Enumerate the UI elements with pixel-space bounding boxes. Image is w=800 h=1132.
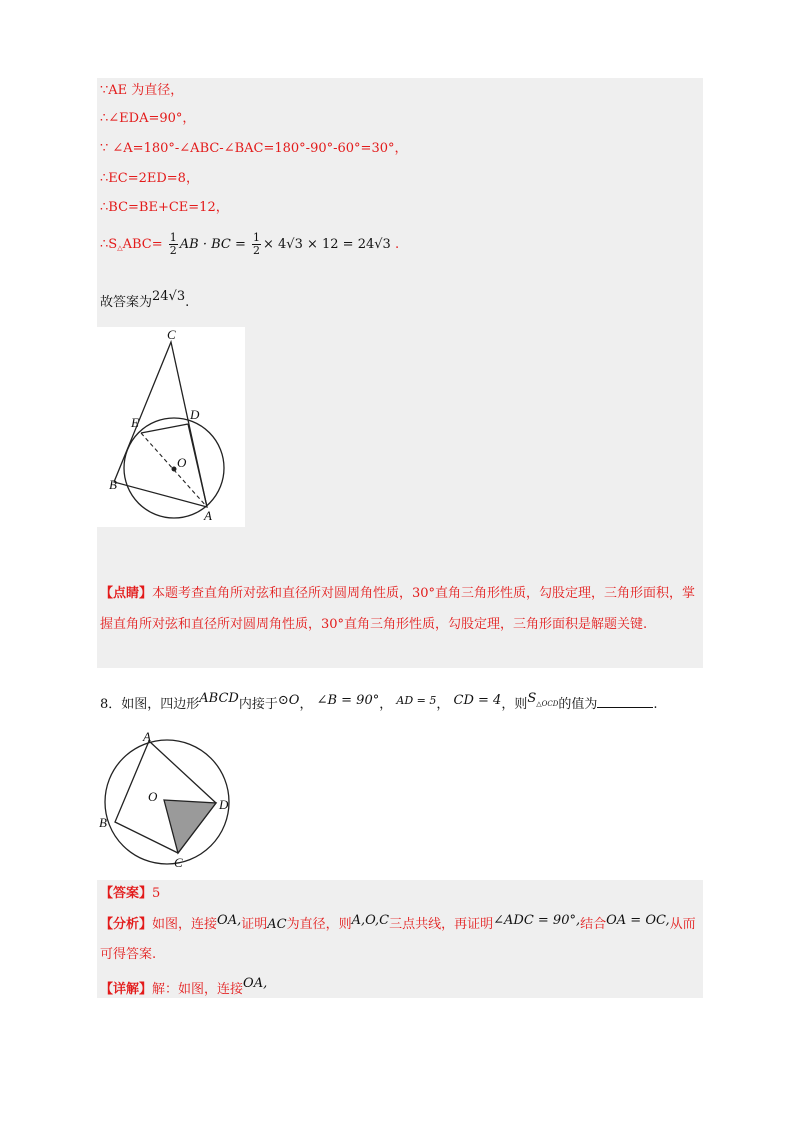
fig1-label-o: O (177, 455, 187, 470)
area-end: . (394, 237, 400, 252)
area-expression: $\frac{1}{2}$ AB · BC = $\frac{1}{2}$ × 4√3 × 12 = 24√3 (169, 231, 391, 257)
figure-triangle-circle (97, 327, 245, 527)
fig1-label-a: A (204, 508, 212, 523)
area-formula-line (100, 232, 399, 261)
fraction-half-2: $\frac{1}{2}$ (253, 231, 260, 257)
area-mid: ABC= (122, 237, 163, 252)
area-prefix: ∴S (100, 237, 118, 252)
answer-blank (597, 695, 653, 708)
fraction-half: $\frac{1}{2}$ (169, 231, 177, 257)
answer-prefix: 故答案为 (100, 295, 153, 310)
solution-line-2: ∴∠EDA=90°， (100, 111, 196, 126)
solution-line-5: ∴BC=BE+CE=12， (100, 200, 229, 215)
area-subscript: △ (117, 244, 123, 252)
answer-8 (100, 885, 160, 903)
solution-line-4: ∴EC=2ED=8， (100, 171, 199, 186)
fig1-label-b: B (109, 477, 117, 492)
solution-line-3: ∵ ∠A=180°-∠ABC-∠BAC=180°-90°-60°=30°， (100, 141, 408, 156)
answer-line: 故答案为24√3. (100, 289, 190, 310)
fig2-label-c: C (174, 855, 183, 870)
analysis-8: 【分析】如图，连接OA,证明AC为直径，则A,O,C三点共线，再证明∠ADC = 90°,结合OA = OC,从而可得答案. (100, 913, 696, 962)
figure-quadrilateral-circle (97, 730, 242, 870)
fig1-label-e: E (131, 415, 139, 430)
comment-paragraph (100, 578, 698, 640)
fig2-label-a: A (143, 730, 151, 744)
detail-8: 【详解】解：如图，连接OA, (100, 976, 268, 997)
comment-tag: 【点睛】 (100, 586, 153, 601)
fig2-label-d: D (219, 797, 229, 812)
detail-8-tag: 【详解】 (100, 982, 153, 997)
fig1-label-d: D (190, 407, 200, 422)
answer-8-value: 5 (152, 886, 161, 901)
comment-text: 本题考查直角所对弦和直径所对圆周角性质，30°直角三角形性质，勾股定理，三角形面积，掌握直角所对弦和直径所对圆周角性质，30°直角三角形性质，勾股定理，三角形面积是解题关键. (100, 586, 696, 632)
analysis-8-tag: 【分析】 (100, 917, 153, 932)
fig1-label-c: C (167, 327, 176, 342)
problem-8-statement: 8．如图，四边形ABCD内接于⊙O， ∠B = 90°， $^{AD = 5}$， CD = 4，则$S^{\triangle OCD}$的值为 . (100, 691, 658, 712)
answer-value: 24√3 (152, 289, 186, 304)
answer-8-tag: 【答案】 (100, 886, 153, 901)
fig2-label-o: O (148, 789, 158, 804)
solution-line-1: ∵AE 为直径， (100, 83, 184, 98)
fig2-label-b: B (99, 815, 107, 830)
